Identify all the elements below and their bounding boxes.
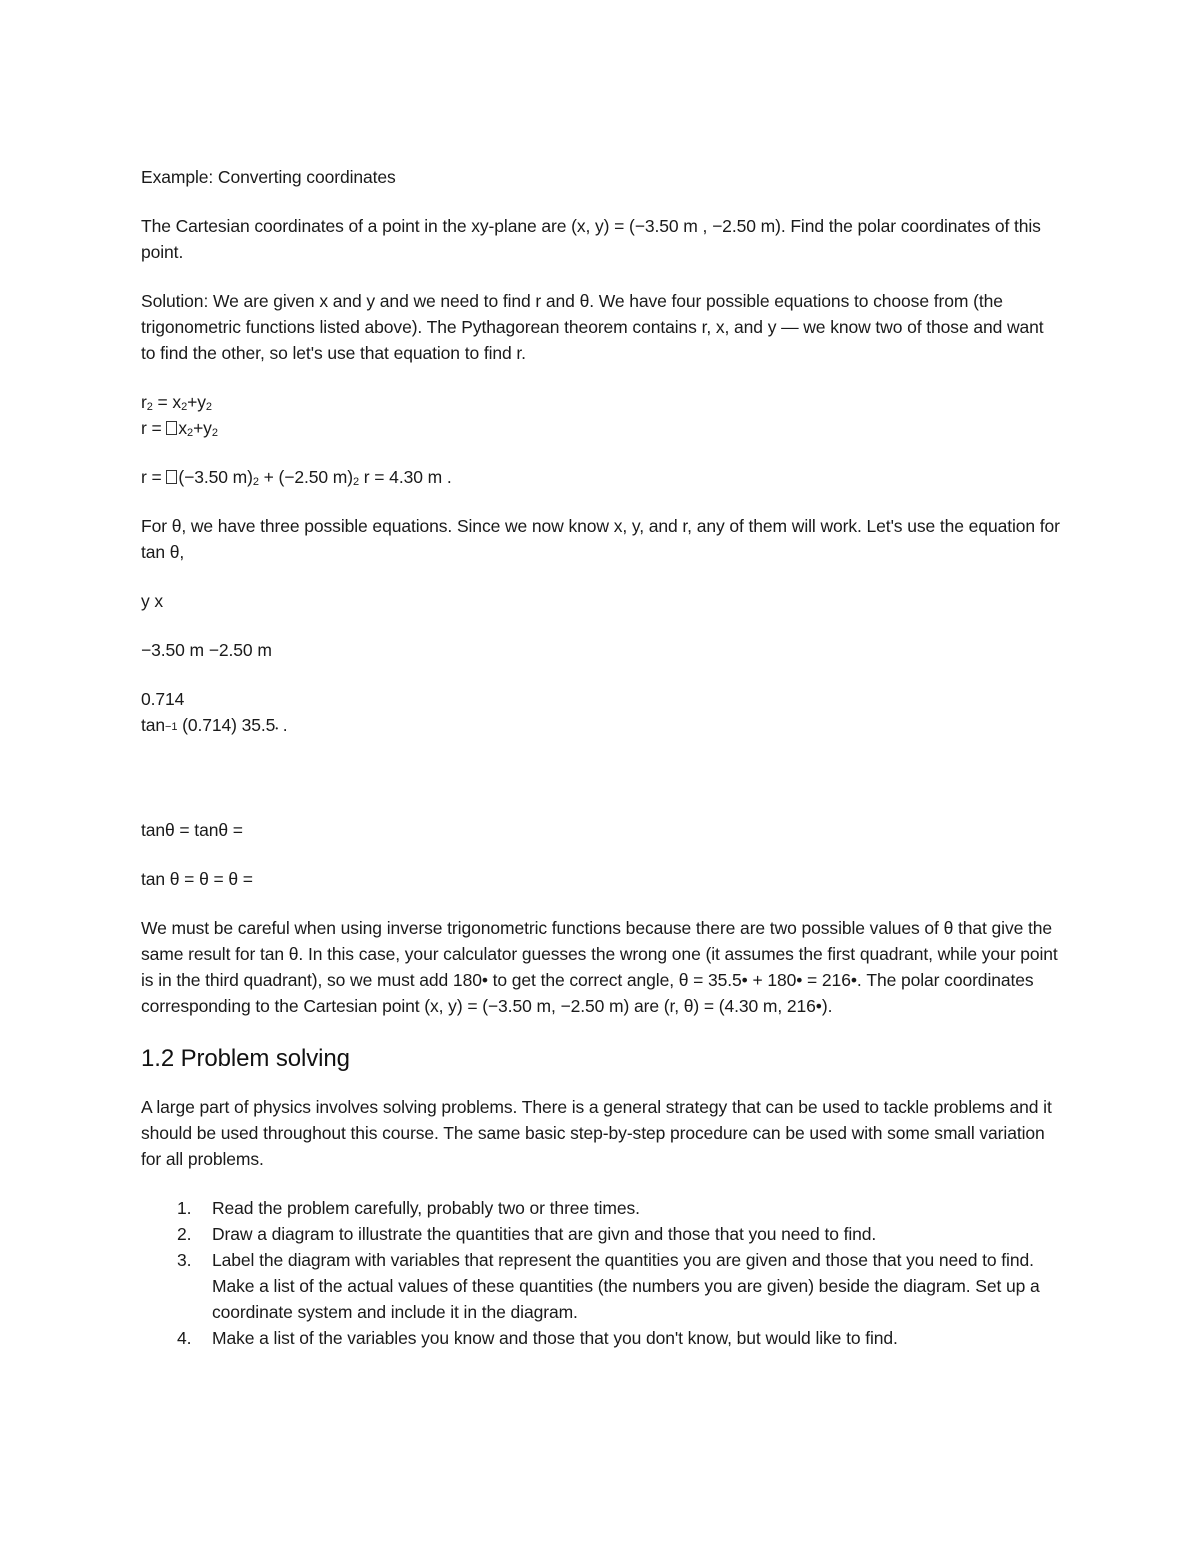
section-intro: A large part of physics involves solving problems. There is a general strategy that can be used to tackle problems and it should be used throughout this course. The same basic step-by-step procedure can be used with some small variation for all problems.: [141, 1097, 1052, 1169]
eq3-post: r = 4.30 m .: [359, 467, 452, 487]
eq1-exp3: 2: [205, 401, 212, 413]
sqrt-glyph-icon: [166, 421, 177, 435]
eq2-x: x: [178, 418, 188, 438]
list-item: [141, 1325, 1061, 1351]
eq1-mid: = x: [152, 392, 182, 412]
theta-intro: For θ, we have three possible equations. Since we now know x, y, and r, any of them will work. Let's use the equation for tan θ,: [141, 516, 1060, 562]
eq2-pre: r =: [141, 418, 167, 438]
fraction-yx: y x: [141, 591, 164, 611]
eq2-plus: +y: [193, 418, 212, 438]
eq2-exp1: 2: [187, 427, 194, 439]
inverse-tan: [141, 712, 1061, 742]
eq3-exp1: 2: [252, 476, 259, 488]
solution-paragraph: Solution: We are given x and y and we need to find r and θ. We have four possible equations to choose from (the trigonometric functions listed above). The Pythagorean theorem contains r, x, and y — we know two of those and want to find the other, so let's use that equation to find r.: [141, 291, 1044, 363]
ratio-value: 0.714: [141, 689, 185, 709]
step-text: Draw a diagram to illustrate the quantities that are givn and those that you need to find.: [212, 1224, 877, 1244]
tan-line-2: tan θ = θ = θ =: [141, 869, 253, 889]
inv-pre: tan: [141, 715, 166, 735]
step-text: Label the diagram with variables that represent the quantities you are given and those that you need to find. Make a list of the actual values of these quantities (the numbers you are given) beside the diagram. Set up a coordinate system and include it in the diagram.: [212, 1250, 1040, 1322]
eq1-plus: +y: [187, 392, 206, 412]
step-text: Make a list of the variables you know and those that you don't know, but would like to find.: [212, 1328, 898, 1348]
step-number: 2.: [177, 1224, 192, 1244]
step-number: 4.: [177, 1328, 192, 1348]
step-text: Read the problem carefully, probably two or three times.: [212, 1198, 640, 1218]
tan-line-1: tanθ = tanθ =: [141, 820, 243, 840]
step-number: 1.: [177, 1198, 192, 1218]
list-item: [141, 1247, 1061, 1325]
inv-deg: •: [275, 724, 279, 733]
careful-paragraph: We must be careful when using inverse trigonometric functions because there are two possible values of θ that give the same result for tan θ. In this case, your calculator guesses the wrong one (it assumes the first quadrant, while your point is in the third quadrant), so we must add 180• to get the correct angle, θ = 35.5• + 180• = 216•. The polar coordinates corresponding to the Cartesian point (x, y) = (−3.50 m, −2.50 m) are (r, θ) = (4.30 m, 216•).: [141, 918, 1058, 1016]
steps-list: [141, 1195, 1061, 1351]
eq2-exp2: 2: [211, 427, 218, 439]
sqrt-glyph-icon: [166, 470, 177, 484]
list-item: [141, 1221, 1061, 1247]
eq1-exp2: 2: [181, 401, 188, 413]
fraction-values: −3.50 m −2.50 m: [141, 640, 272, 660]
example-title: Example: Converting coordinates: [141, 167, 396, 187]
eq3-a: (−3.50 m): [178, 467, 253, 487]
inv-sup: −1: [165, 721, 178, 733]
equation-r-value: [141, 464, 1061, 490]
section-heading: 1.2 Problem solving: [141, 1045, 350, 1072]
eq3-pre: r =: [141, 467, 167, 487]
eq1-exp1: 2: [146, 401, 153, 413]
document-page: [141, 164, 1061, 1351]
eq3-exp2: 2: [353, 476, 360, 488]
inv-post: (0.714) 35.5: [177, 715, 276, 735]
equation-r-squared: [141, 389, 1061, 415]
equation-r-root: [141, 415, 1061, 441]
eq3-mid: + (−2.50 m): [258, 467, 354, 487]
problem-statement: The Cartesian coordinates of a point in the xy-plane are (x, y) = (−3.50 m , −2.50 m). Find the polar coordinates of this point.: [141, 216, 1041, 262]
list-item: [141, 1195, 1061, 1221]
step-number: 3.: [177, 1250, 192, 1270]
eq1-r: r: [141, 392, 147, 412]
inv-end: .: [278, 715, 288, 735]
